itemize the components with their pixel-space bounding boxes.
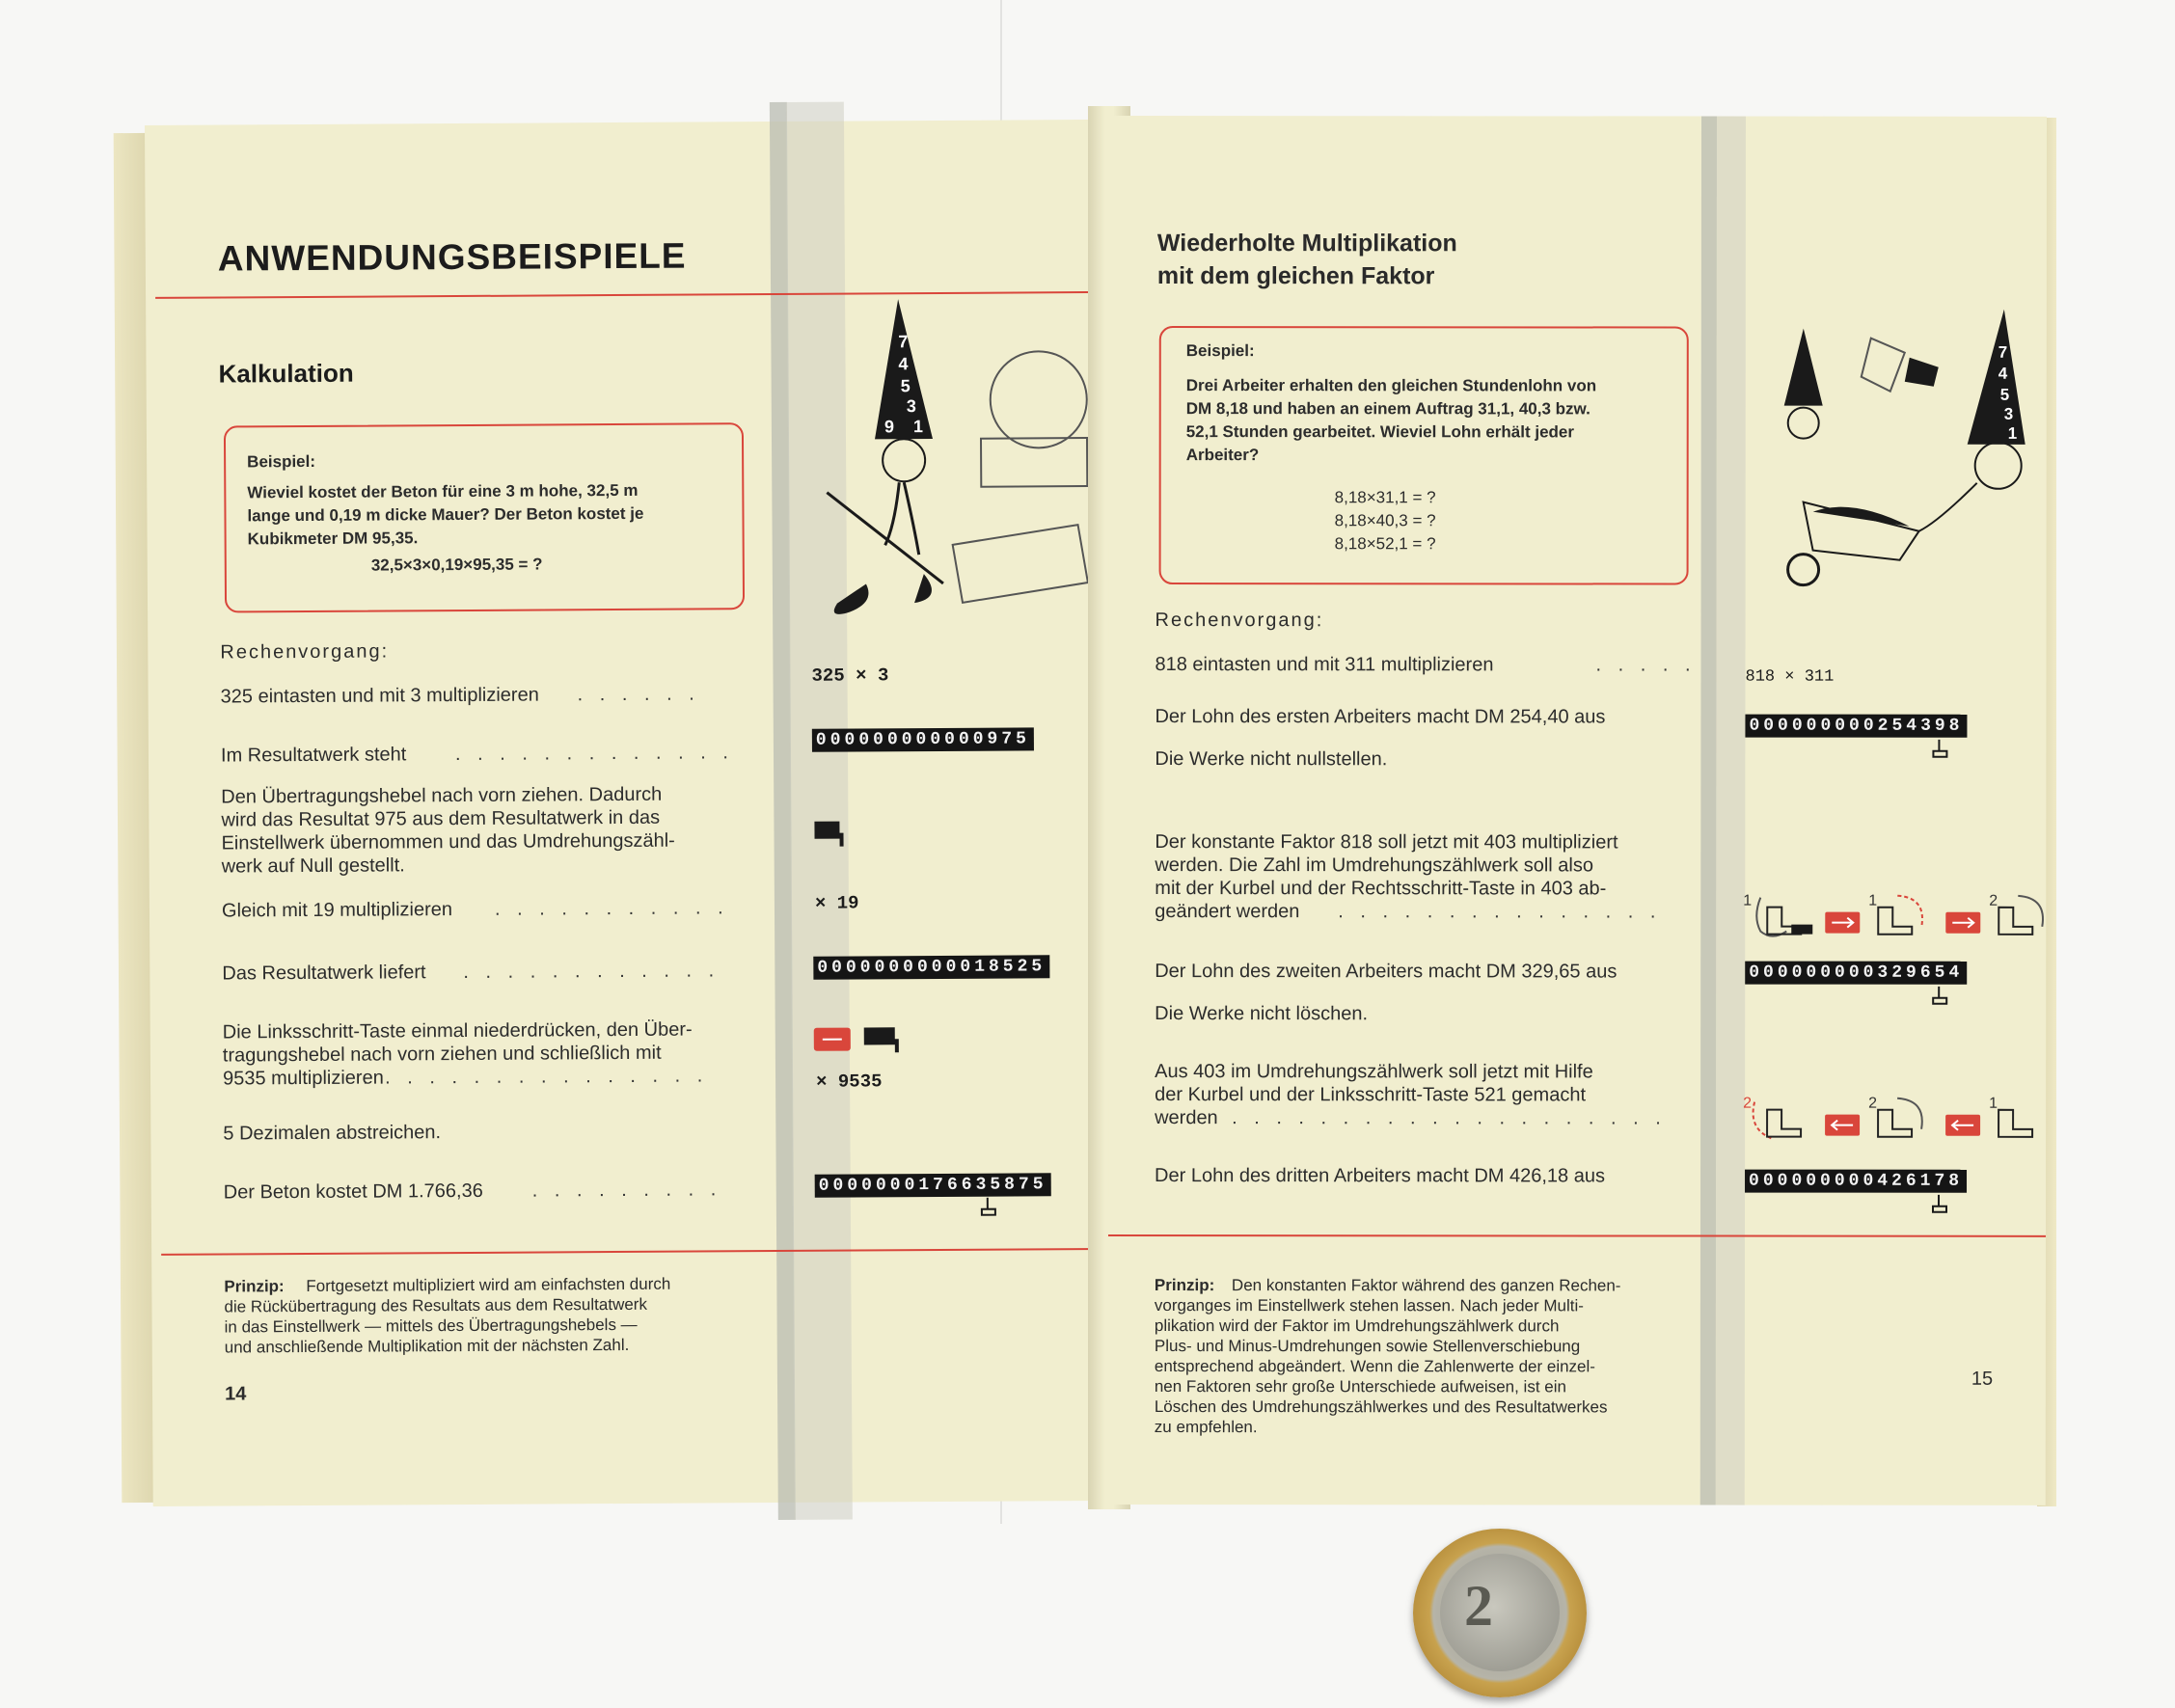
- hat-digit: 4: [1998, 364, 2008, 383]
- principle-line: Den konstanten Faktor während des ganzen Rechen-: [1231, 1276, 1621, 1295]
- right-page: [1108, 116, 2047, 1505]
- step-line: Der Lohn des zweiten Arbeiters macht DM 329,65 aus: [1155, 961, 1618, 983]
- example-label: Beispiel:: [1185, 341, 1255, 361]
- example-line: Wieviel kostet der Beton für eine 3 m hohe, 32,5 m: [247, 480, 639, 502]
- principle-line: vorganges im Einstellwerk stehen lassen. Nach jeder Multi-: [1154, 1296, 1584, 1315]
- hat-digit: 1: [2007, 423, 2018, 443]
- result-counter: 000000000000975: [812, 727, 1034, 751]
- page-number: 14: [224, 1383, 247, 1405]
- example-line: Kubikmeter DM 95,35.: [247, 529, 419, 549]
- side-caption: 818 × 311: [1745, 667, 1835, 687]
- example-line: Drei Arbeiter erhalten den gleichen Stundenlohn von: [1185, 376, 1597, 395]
- step-line: tragungshebel nach vorn ziehen und schließlich mit: [222, 1042, 662, 1067]
- step-line: Aus 403 im Umdrehungszählwerk soll jetzt mit Hilfe: [1155, 1061, 1593, 1083]
- step-line: Der konstante Faktor 818 soll jetzt mit 403 multipliziert: [1155, 831, 1618, 854]
- example-label: Beispiel:: [247, 451, 316, 472]
- principle-line: in das Einstellwerk — mittels des Übertragungshebels —: [224, 1315, 638, 1337]
- crank-number: 1: [1989, 1095, 1998, 1112]
- crank-number: 2: [1868, 1095, 1878, 1112]
- hat-digit: 9: [884, 417, 894, 437]
- hat-digit: 4: [898, 354, 909, 374]
- step-line: wird das Resultat 975 aus dem Resultatwerk in das: [221, 806, 661, 831]
- step-line: Der Lohn des ersten Arbeiters macht DM 254,40 aus: [1155, 706, 1606, 728]
- principle-label: Prinzip:: [224, 1277, 285, 1296]
- crank-number: 2: [1743, 1095, 1753, 1112]
- example-line: lange und 0,19 m dicke Mauer? Der Beton kostet je: [247, 503, 644, 526]
- leader-dots: . . . . .: [1595, 654, 1697, 676]
- wheelbarrow-illustration: [1746, 300, 2035, 589]
- page-number: 15: [1971, 1368, 1994, 1390]
- step-line: Die Werke nicht löschen.: [1155, 1003, 1369, 1025]
- principle-label: Prinzip:: [1154, 1276, 1215, 1295]
- step-line: geändert werden: [1155, 901, 1300, 923]
- step-line: 818 eintasten und mit 311 multiplizieren: [1155, 654, 1494, 676]
- step-line: Der Lohn des dritten Arbeiters macht DM 426,18 aus: [1155, 1165, 1605, 1187]
- principle-line: zu empfehlen.: [1154, 1418, 1258, 1437]
- hat-digit: 7: [898, 332, 909, 352]
- right-gray-band-shadow: [1716, 117, 1746, 1505]
- page-title: mit dem gleichen Faktor: [1156, 262, 1435, 290]
- hat-digit: 1: [912, 417, 923, 437]
- result-counter: 000000000254398: [1745, 715, 1967, 738]
- procedure-label: Rechenvorgang:: [1155, 610, 1324, 632]
- example-formula: 32,5×3×0,19×95,35 = ?: [370, 555, 543, 575]
- side-caption: 325 × 3: [811, 664, 889, 687]
- side-caption: × 19: [814, 892, 859, 914]
- crank-left-step-diagram: [1743, 1091, 2052, 1149]
- page-title: Wiederholte Multiplikation: [1156, 230, 1457, 258]
- leader-dots: . . . . . .: [577, 683, 700, 706]
- step-line: Die Linksschritt-Taste einmal niederdrücken, den Über-: [222, 1018, 693, 1044]
- principle-line: Löschen des Umdrehungszählwerkes und des Resultatwerkes: [1154, 1397, 1608, 1417]
- pointer-marker-icon: [1930, 740, 1949, 761]
- step-line: Im Resultatwerk steht: [220, 744, 407, 767]
- step-line: 5 Dezimalen abstreichen.: [223, 1122, 442, 1145]
- step-line: mit der Kurbel und der Rechtsschritt-Taste in 403 ab-: [1155, 878, 1607, 900]
- step-line: Der Beton kostet DM 1.766,36: [223, 1179, 483, 1204]
- step-line: werden: [1155, 1107, 1218, 1129]
- example-formula: 8,18×52,1 = ?: [1334, 534, 1436, 554]
- leader-dots: . . . . . . . . . . .: [494, 897, 729, 920]
- step-line: Gleich mit 19 multiplizieren: [221, 899, 453, 922]
- example-formula: 8,18×40,3 = ?: [1334, 511, 1436, 530]
- pointer-marker-icon: [979, 1198, 998, 1219]
- example-line: 52,1 Stunden gearbeitet. Wieviel Lohn erhält jeder: [1185, 422, 1575, 442]
- right-gray-band: [1700, 117, 1717, 1505]
- euro-coin-value: 2: [1464, 1574, 1493, 1638]
- step-line: werden. Die Zahl im Umdrehungszählwerk soll also: [1155, 854, 1593, 877]
- leader-dots: . . . . . . . . . . . . . . . . . . . .: [1232, 1107, 1667, 1129]
- principle-line: entsprechend abgeändert. Wenn die Zahlenwerte der einzel-: [1154, 1357, 1595, 1376]
- left-step-key-icon: [814, 1028, 851, 1051]
- step-line: der Kurbel und der Linksschritt-Taste 521 gemacht: [1155, 1084, 1587, 1106]
- leader-dots: . . . . . . . . . . . . . . .: [1338, 901, 1662, 923]
- step-line: 325 eintasten und mit 3 multiplizieren: [220, 684, 539, 708]
- hat-digit: 5: [1999, 385, 2010, 404]
- hat-digit: 5: [900, 376, 911, 396]
- step-line: Den Übertragungshebel nach vorn ziehen. Dadurch: [221, 783, 663, 808]
- principle-line: plikation wird der Faktor im Umdrehungszählwerk durch: [1154, 1316, 1560, 1336]
- page-title: ANWENDUNGSBEISPIELE: [217, 235, 687, 279]
- leader-dots: . . . . . . . . . . . .: [463, 960, 720, 983]
- hat-digit: 3: [906, 396, 916, 417]
- right-footer-rule: [1108, 1234, 2046, 1237]
- result-counter: 0000000176635875: [815, 1173, 1051, 1197]
- example-line: DM 8,18 und haben an einem Auftrag 31,1, 40,3 bzw.: [1185, 399, 1590, 419]
- euro-coin-center: [1440, 1554, 1560, 1671]
- leader-dots: . . . . . . . . . . . . . . . .: [362, 1065, 709, 1089]
- left-footer-rule: [161, 1248, 1116, 1256]
- principle-line: nen Faktoren sehr große Unterschiede aufweisen, ist ein: [1154, 1377, 1566, 1396]
- step-line: Das Resultatwerk liefert: [222, 962, 426, 985]
- hat-digit: 7: [1998, 342, 2008, 362]
- left-page: [145, 120, 1118, 1506]
- result-counter: 000000000426178: [1745, 1170, 1967, 1193]
- example-box: [224, 422, 745, 612]
- euro-coin: [1413, 1529, 1587, 1697]
- example-formula: 8,18×31,1 = ?: [1334, 488, 1436, 507]
- crank-right-step-diagram: [1743, 888, 2052, 946]
- example-box: [1159, 326, 1689, 584]
- step-line: Einstellwerk übernommen und das Umdrehungszähl-: [221, 829, 675, 854]
- principle-line: Fortgesetzt multipliziert wird am einfachsten durch: [306, 1274, 671, 1295]
- pointer-marker-icon: [1930, 987, 1949, 1008]
- hat-digit: 3: [2003, 404, 2014, 423]
- section-heading: Kalkulation: [218, 358, 354, 389]
- transfer-lever-icon: [862, 1025, 901, 1054]
- step-line: Die Werke nicht nullstellen.: [1155, 748, 1388, 771]
- leader-dots: . . . . . . . . . . . . .: [454, 742, 734, 766]
- side-caption: × 9535: [816, 1071, 883, 1093]
- step-line: werk auf Null gestellt.: [221, 854, 405, 878]
- pointer-marker-icon: [1930, 1195, 1949, 1216]
- crank-number: 1: [1868, 892, 1878, 909]
- result-counter: 000000000329654: [1745, 962, 1967, 985]
- procedure-label: Rechenvorgang:: [220, 640, 390, 664]
- transfer-lever-icon: [812, 820, 845, 849]
- crank-number: 1: [1743, 892, 1753, 909]
- result-counter: 0000000000018525: [813, 955, 1049, 979]
- leader-dots: . . . . . . . . .: [531, 1179, 722, 1202]
- worker-shovel-illustration: [806, 293, 1098, 642]
- step-line: 9535 multiplizieren: [222, 1067, 384, 1090]
- crank-number: 2: [1989, 892, 1998, 909]
- principle-line: Plus- und Minus-Umdrehungen sowie Stellenverschiebung: [1154, 1337, 1581, 1356]
- example-line: Arbeiter?: [1185, 446, 1260, 465]
- principle-line: die Rückübertragung des Resultats aus dem Resultatwerk: [224, 1294, 647, 1316]
- principle-line: und anschließende Multiplikation mit der nächsten Zahl.: [224, 1335, 630, 1357]
